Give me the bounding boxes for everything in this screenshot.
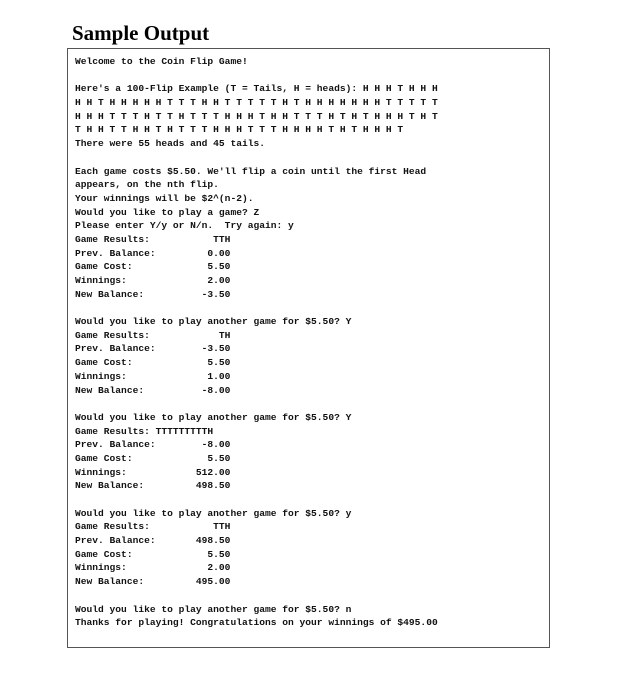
console-line: Each game costs $5.50. We'll flip a coin until the first Head xyxy=(75,165,427,177)
console-line: Game Results: TTH xyxy=(75,521,231,533)
page-heading: Sample Output xyxy=(72,21,210,45)
console-line: New Balance: 495.00 xyxy=(75,576,231,588)
console-line xyxy=(75,589,438,603)
console-line: Game Cost: 5.50 xyxy=(75,548,231,560)
console-output-box xyxy=(67,48,550,648)
console-line: Would you like to play another game for $5.50? Y xyxy=(75,316,352,328)
console-line: Prev. Balance: -3.50 xyxy=(75,343,231,355)
console-line: There were 55 heads and 45 tails. xyxy=(75,138,265,150)
console-line: Game Cost: 5.50 xyxy=(75,452,231,464)
console-line: New Balance: -8.00 xyxy=(75,384,231,396)
console-line: Your winnings will be $2^(n-2). xyxy=(75,192,254,204)
console-output xyxy=(75,55,438,630)
console-line: T H H T T H H T H T T T H H H T T T H H H H T H T H H H T xyxy=(75,124,404,136)
console-line: Game Results: TTTTTTTTTH xyxy=(75,425,214,437)
console-line: Would you like to play another game for $5.50? n xyxy=(75,603,352,615)
console-line: Winnings: 2.00 xyxy=(75,562,231,574)
console-line: Winnings: 512.00 xyxy=(75,466,231,478)
console-line: New Balance: -3.50 xyxy=(75,288,231,300)
console-line: H H H T T T H T T H T T T H H H T H H T T T H T H T H H H T H T xyxy=(75,110,438,122)
console-line: Would you like to play a game? Z xyxy=(75,206,260,218)
console-line: Here's a 100-Flip Example (T = Tails, H = heads): H H H T H H H xyxy=(75,83,438,95)
console-line xyxy=(75,301,438,315)
console-line xyxy=(75,493,438,507)
console-line xyxy=(75,69,438,83)
console-line: Prev. Balance: 0.00 xyxy=(75,247,231,259)
console-line: Would you like to play another game for $5.50? y xyxy=(75,507,352,519)
console-line: Game Cost: 5.50 xyxy=(75,357,231,369)
console-line xyxy=(75,151,438,165)
console-line: Game Cost: 5.50 xyxy=(75,261,231,273)
console-line xyxy=(75,397,438,411)
console-line: Game Results: TH xyxy=(75,329,231,341)
console-line: Prev. Balance: -8.00 xyxy=(75,439,231,451)
console-line: Thanks for playing! Congratulations on your winnings of $495.00 xyxy=(75,617,438,629)
console-line: Winnings: 1.00 xyxy=(75,370,231,382)
console-line: Game Results: TTH xyxy=(75,233,231,245)
console-line: Winnings: 2.00 xyxy=(75,275,231,286)
console-line: Please enter Y/y or N/n. Try again: y xyxy=(75,220,294,232)
console-line: Would you like to play another game for $5.50? Y xyxy=(75,411,352,423)
console-line: Welcome to the Coin Flip Game! xyxy=(75,56,248,67)
console-line: appears, on the nth flip. xyxy=(75,179,219,191)
console-line: Prev. Balance: 498.50 xyxy=(75,535,231,547)
console-line: New Balance: 498.50 xyxy=(75,480,231,492)
console-line: H H T H H H H H T T T H H T T T T T H T H H H H H H H T T T T T xyxy=(75,97,438,109)
